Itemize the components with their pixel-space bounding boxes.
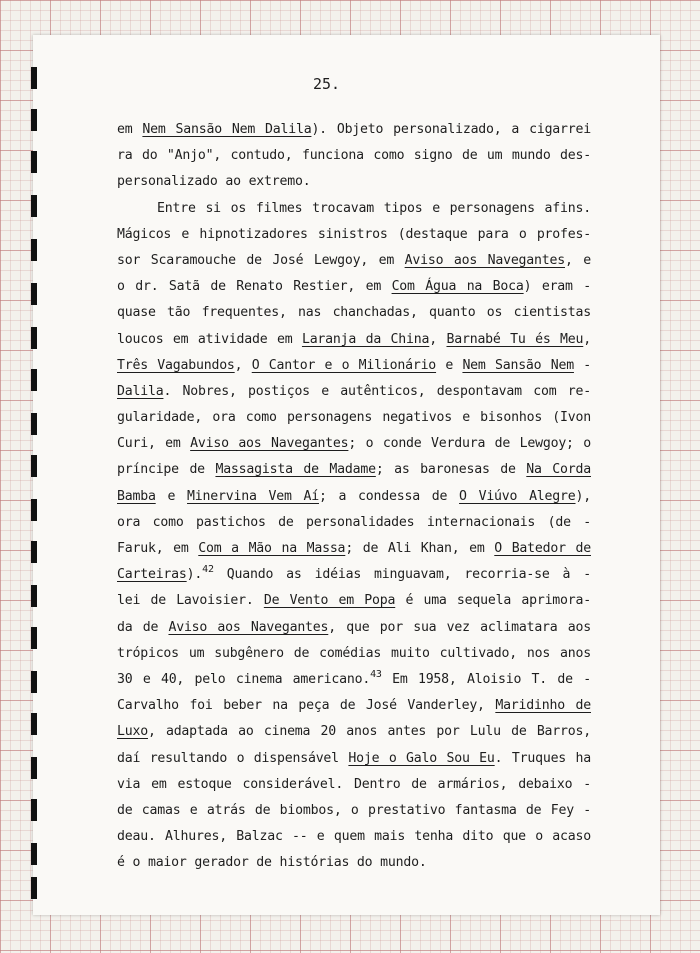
text-line (117, 536, 591, 562)
text-run: loucos em atividade em (117, 331, 302, 347)
text-run: . Nobres, postiços e autênticos, despontavam com re- (163, 383, 591, 399)
text-line (117, 169, 591, 195)
text-line (117, 510, 591, 536)
binder-hole-mark (31, 369, 37, 391)
text-run: príncipe de (117, 462, 216, 478)
film-title: Com a Mão na Massa (198, 541, 346, 556)
text-run: Faruk, em (117, 541, 199, 556)
text-line (117, 850, 591, 876)
text-line (117, 248, 591, 274)
text-line (117, 641, 591, 667)
text-run: é uma sequela aprimora- (395, 593, 591, 609)
binder-hole-mark (31, 499, 37, 521)
text-run: quase tão frequentes, nas chanchadas, quanto os cientistas (117, 305, 591, 321)
text-line (117, 327, 591, 353)
film-title: Com Água na Boca (391, 279, 524, 295)
text-run: ), (575, 488, 591, 504)
text-line (117, 222, 591, 248)
binder-hole-mark (31, 627, 37, 649)
body-text (117, 117, 591, 876)
binder-hole-mark (31, 455, 37, 477)
text-line (117, 143, 591, 169)
binder-hole-mark (31, 151, 37, 173)
binder-hole-mark (31, 541, 37, 563)
film-title: Maridinho de (495, 698, 591, 714)
film-title: Luxo (117, 724, 148, 740)
text-run: em (117, 122, 143, 137)
film-title: Hoje o Galo Sou Eu (348, 750, 495, 766)
text-line (117, 824, 591, 850)
text-run: , (234, 357, 252, 373)
text-run: Em 1958, Aloisio T. de - (381, 671, 591, 687)
film-title: Laranja da China (301, 331, 430, 347)
text-run: Curi, em (117, 436, 191, 452)
text-run: ; de Ali Khan, em (345, 541, 495, 556)
film-title: Nem Sansão Nem (462, 357, 574, 373)
page-number: 25. (313, 75, 341, 93)
binder-hole-mark (31, 413, 37, 435)
film-title: O Viúvo Alegre (459, 488, 576, 504)
text-line (117, 196, 591, 222)
text-run: 30 e 40, pelo cinema americano. (117, 671, 371, 687)
text-run: ; o conde Verdura de Lewgoy; o (348, 436, 591, 452)
text-line (117, 615, 591, 641)
text-line (117, 379, 591, 405)
film-title: Três Vagabundos (117, 357, 235, 373)
text-run: , (429, 331, 447, 347)
binder-hole-mark (31, 671, 37, 693)
text-run: e (436, 357, 463, 373)
film-title: Aviso aos Navegantes (190, 436, 349, 452)
text-line (117, 798, 591, 824)
film-title: Nem Sansão Nem Dalila (142, 122, 312, 137)
text-line (117, 772, 591, 798)
film-title: Massagista de Madame (215, 462, 376, 478)
film-title: Dalila (117, 383, 164, 399)
text-run: da de (117, 619, 169, 635)
text-line (117, 484, 591, 510)
text-line (117, 431, 591, 457)
binder-hole-mark (31, 283, 37, 305)
binder-hole-mark (31, 877, 37, 899)
text-run: , e (565, 252, 591, 268)
binder-hole-mark (31, 713, 37, 735)
text-run: de camas e atrás de biombos, o prestativo fantasma de Fey - (117, 802, 591, 818)
text-run: , (583, 331, 591, 347)
film-title: Bamba (117, 488, 156, 504)
text-run: ). (186, 567, 203, 583)
binder-hole-mark (31, 757, 37, 779)
text-line (117, 117, 591, 143)
binder-hole-mark (31, 109, 37, 131)
binder-hole-mark (31, 239, 37, 261)
text-run: personalizado ao extremo. (117, 174, 311, 190)
text-run: deau. Alhures, Balzac -- e quem mais tenha dito que o acaso (117, 829, 591, 845)
text-line (117, 274, 591, 300)
text-line (117, 667, 591, 693)
film-title: Minervina Vem Aí (187, 488, 319, 504)
film-title: O Batedor de (494, 541, 591, 556)
text-line (117, 693, 591, 719)
text-run: Mágicos e hipnotizadores sinistros (destaque para o profes- (117, 226, 591, 242)
text-run: gularidade, ora como personagens negativos e bisonhos (Ivon (117, 410, 591, 426)
text-run: ora como pastichos de personalidades internacionais (de - (117, 514, 591, 530)
text-line (117, 588, 591, 614)
binder-hole-mark (31, 799, 37, 821)
text-run: o dr. Satã de Renato Restier, em (117, 279, 392, 295)
text-line (117, 562, 591, 588)
text-run: Carvalho foi beber na peça de José Vanderley, (117, 698, 496, 714)
text-line (117, 457, 591, 483)
text-run: daí resultando o dispensável (117, 750, 349, 766)
text-line (117, 746, 591, 772)
text-run: ) eram - (523, 279, 591, 295)
binder-hole-mark (31, 327, 37, 349)
text-line (117, 353, 591, 379)
text-run: ra do "Anjo", contudo, funciona como signo de um mundo des- (117, 148, 591, 164)
text-run: , que por sua vez aclimatara aos (328, 619, 591, 635)
film-title: Na Corda (526, 462, 591, 478)
text-run: . Truques ha (494, 750, 591, 766)
text-line (117, 405, 591, 431)
text-run: e (155, 488, 188, 504)
text-run: , adaptada ao cinema 20 anos antes por Lulu de Barros, (147, 724, 591, 740)
footnote-ref: 42 (202, 564, 214, 576)
text-run: Quando as idéias minguavam, recorria-se à - (213, 567, 591, 583)
text-run: sor Scaramouche de José Lewgoy, em (117, 252, 405, 268)
film-title: Aviso aos Navegantes (404, 252, 565, 268)
binder-hole-mark (31, 195, 37, 217)
footnote-ref: 43 (370, 668, 382, 680)
text-run: ). Objeto personalizado, a cigarrei (311, 122, 591, 137)
film-title: Carteiras (117, 567, 187, 583)
text-run: ; as baronesas de (375, 462, 527, 478)
binder-hole-mark (31, 585, 37, 607)
text-run: é o maior gerador de histórias do mundo. (117, 855, 427, 871)
text-run: lei de Lavoisier. (117, 593, 264, 609)
text-line (117, 300, 591, 326)
text-line (117, 719, 591, 745)
text-run: - (573, 357, 591, 373)
film-title: Aviso aos Navegantes (168, 619, 329, 635)
binder-hole-mark (31, 67, 37, 89)
text-run: ; a condessa de (318, 488, 460, 504)
text-run: trópicos um subgênero de comédias muito cultivado, nos anos (117, 645, 591, 661)
binder-hole-mark (31, 843, 37, 865)
text-run: via em estoque considerável. Dentro de armários, debaixo - (117, 776, 591, 792)
film-title: O Cantor e o Milionário (251, 357, 437, 373)
film-title: De Vento em Popa (263, 593, 396, 609)
film-title: Barnabé Tu és Meu (446, 331, 584, 347)
text-run: Entre si os filmes trocavam tipos e personagens afins. (157, 200, 591, 216)
